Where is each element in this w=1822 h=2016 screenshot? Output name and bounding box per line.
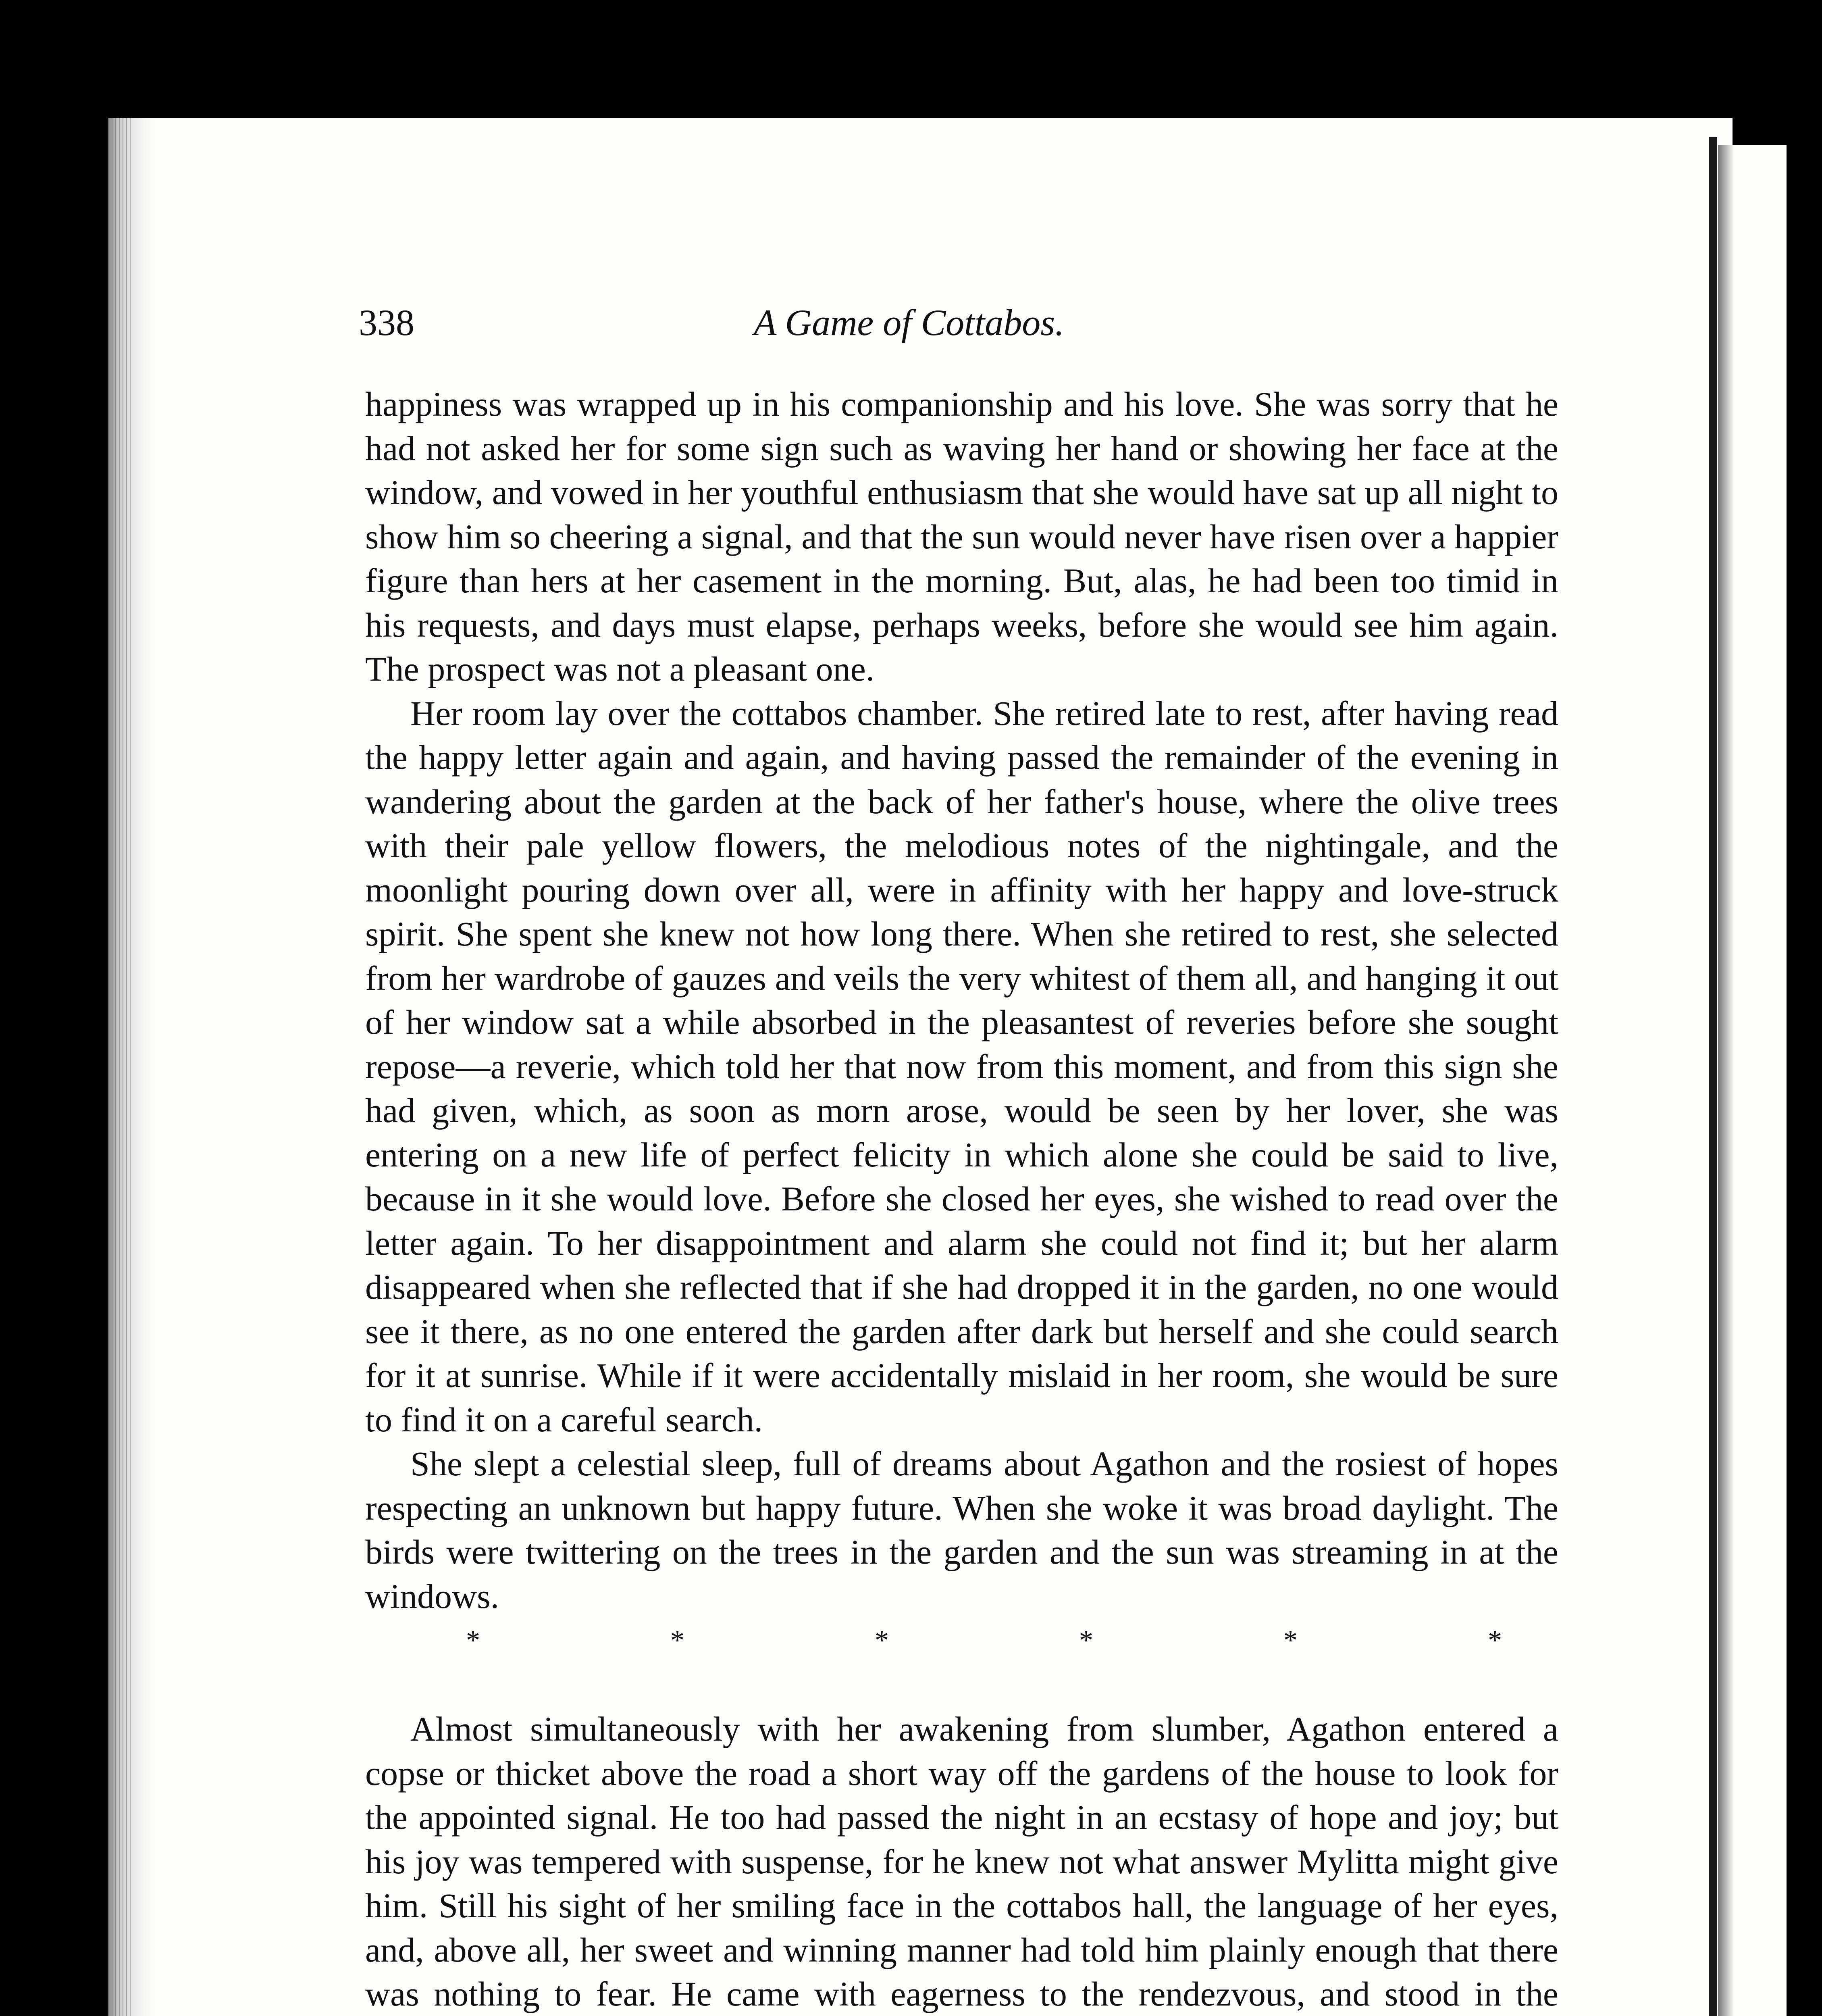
page-number: 338: [359, 302, 414, 343]
body-text: [365, 382, 1558, 2016]
section-break-star: *: [875, 1625, 889, 1656]
section-break-star: *: [466, 1625, 480, 1656]
section-break-star: *: [670, 1625, 684, 1656]
paragraph-3: She slept a celestial sleep, full of dreams about Agathon and the rosiest of hopes respecting an unknown but happy future. When she woke it was broad daylight. The birds were twittering on the trees in the garden and the sun was streaming in at the windows.: [365, 1444, 1558, 1616]
section-break-star: *: [1488, 1625, 1502, 1656]
page-edges: [108, 118, 132, 2016]
section-break-star: *: [1079, 1625, 1093, 1656]
running-title: A Game of Cottabos.: [754, 302, 1065, 343]
paragraph-4: Almost simultaneously with her awakening from slumber, Agathon entered a copse or thicket above the road a short way off the gardens of the house to look for the appointed signal. He too had passed the night in an ecstasy of hope and joy; but his joy was tempered with suspense, for he knew not what answer Mylitta might give him. Still his sight of her smiling face in the cottabos hall, the language of her eyes, and, above all, her sweet and winning manner had told him plainly enough that there was nothing to fear. He came with eagerness to the rendezvous, and stood in the: [365, 1710, 1558, 2013]
paragraph-1: happiness was wrapped up in his companionship and his love. She was sorry that he had not asked her for some sign such as waving her hand or showing her face at the window, and vowed in her youthful enthusiasm that she would have sat up all night to show him so cheering a signal, and that the sun would never have risen over a happier figure than hers at her casement in the morning. But, alas, he had been too timid in his requests, and days must elapse, perhaps weeks, before she would see him again. The prospect was not a pleasant one.: [365, 385, 1558, 688]
next-page-shadow: [1718, 145, 1734, 2016]
page-header: [359, 298, 1560, 347]
section-break: [365, 1618, 1558, 1663]
paragraph-2: Her room lay over the cottabos chamber. She retired late to rest, after having read the happy letter again and again, and having passed the remainder of the evening in wandering about the garden at the back of her father's house, where the olive trees with their pale yellow flowers, the melodious notes of the nightingale, and the moonlight pouring down over all, were in affinity with her happy and love-struck spirit. She spent she knew not how long there. When she retired to rest, she selected from her wardrobe of gauzes and veils the very whitest of them all, and hanging it out of her window sat a while absorbed in the pleasantest of reveries before she sought repose—a reverie, which told her that now from this moment, and from this sign she had given, which, as soon as morn arose, would be seen by her lover, she was entering on a new life of perfect felicity in which alone she could be said to live, because in it she would love. Before she closed her eyes, she wished to read over the letter again. To her disappointment and alarm she could not find it; but her alarm disappeared when she reflected that if she had dropped it in the garden, no one would see it there, as no one entered the garden after dark but herself and she could search for it at sunrise. While if it were accidentally mislaid in her room, she would be sure to find it on a careful search.: [365, 694, 1558, 1439]
page-right-edge: [1709, 137, 1717, 2016]
section-break-star: *: [1283, 1625, 1298, 1656]
